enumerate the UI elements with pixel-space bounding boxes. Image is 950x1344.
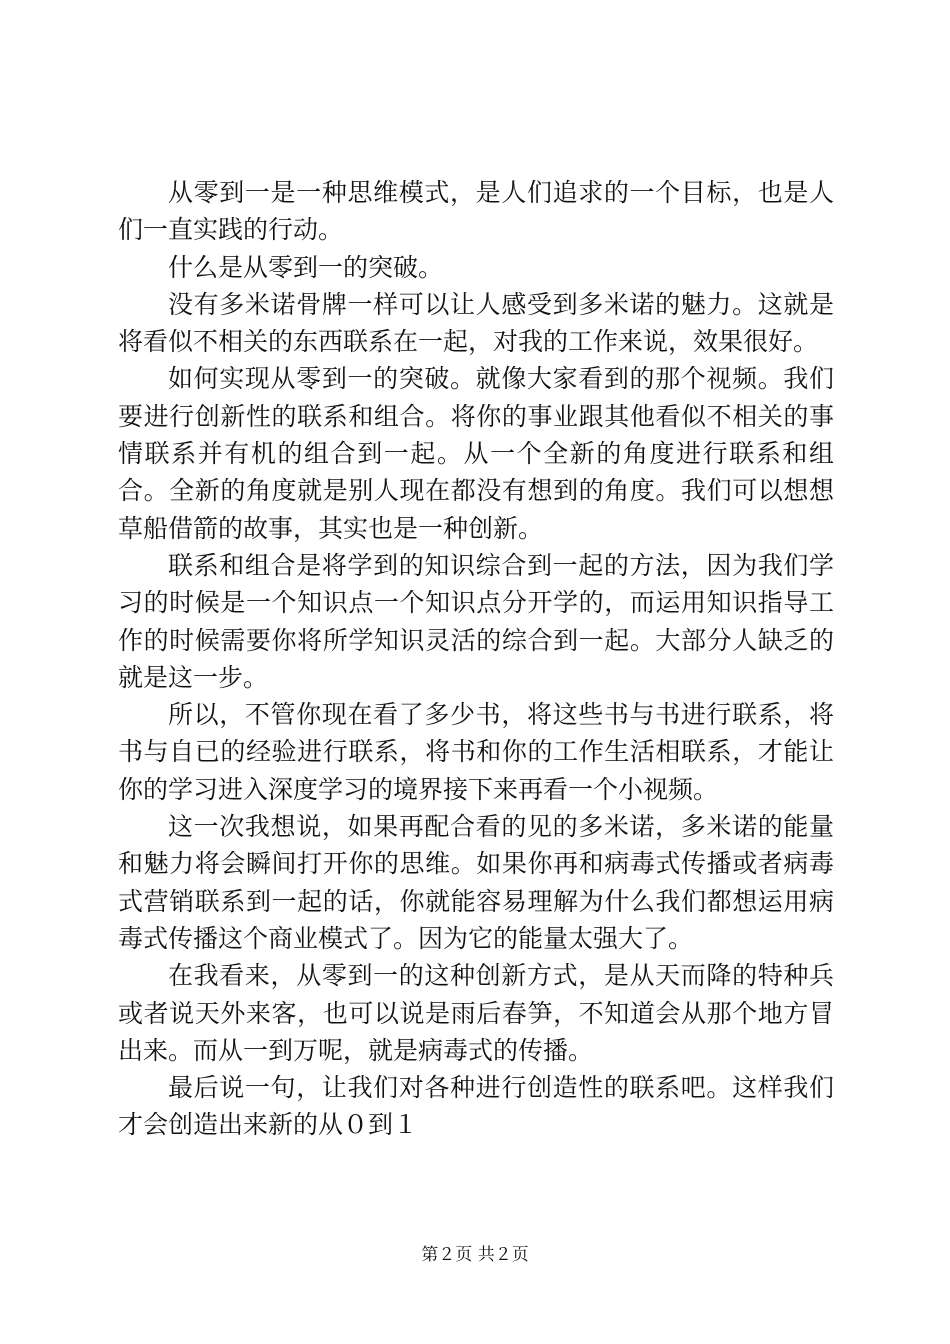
paragraph-6: 所以，不管你现在看了多少书，将这些书与书进行联系，将书与自已的经验进行联系，将书和你的工作生活相联系，才能让你的学习进入深度学习的境界接下来再看一个小视频。	[118, 700, 834, 804]
paragraph-4: 如何实现从零到一的突破。就像大家看到的那个视频。我们要进行创新性的联系和组合。将你的事业跟其他看似不相关的事情联系并有机的组合到一起。从一个全新的角度进行联系和组合。全新的角度就是别人现在都没有想到的角度。我们可以想想草船借箭的故事，其实也是一种创新。	[118, 364, 834, 543]
paragraph-9: 最后说一句，让我们对各种进行创造性的联系吧。这样我们才会创造出来新的从０到１	[118, 1073, 834, 1140]
paragraph-5: 联系和组合是将学到的知识综合到一起的方法，因为我们学习的时候是一个知识点一个知识点分开学的，而运用知识指导工作的时候需要你将所学知识灵活的综合到一起。大部分人缺乏的就是这一步。	[118, 550, 834, 692]
paragraph-8: 在我看来，从零到一的这种创新方式，是从天而降的特种兵或者说天外来客，也可以说是雨后春笋，不知道会从那个地方冒出来。而从一到万呢，就是病毒式的传播。	[118, 961, 834, 1065]
paragraph-1: 从零到一是一种思维模式，是人们追求的一个目标，也是人们一直实践的行动。	[118, 178, 834, 245]
paragraph-2: 什么是从零到一的突破。	[168, 252, 444, 282]
paragraph-7: 这一次我想说，如果再配合看的见的多米诺，多米诺的能量和魅力将会瞬间打开你的思维。如果你再和病毒式传播或者病毒式营销联系到一起的话，你就能容易理解为什么我们都想运用病毒式传播这个商业模式了。因为它的能量太强大了。	[118, 812, 834, 953]
page-footer: 第２页 共２页	[421, 1245, 529, 1265]
document-body	[118, 174, 834, 1144]
paragraph-3: 没有多米诺骨牌一样可以让人感受到多米诺的魅力。这就是将看似不相关的东西联系在一起，对我的工作来说，效果很好。	[118, 289, 834, 357]
